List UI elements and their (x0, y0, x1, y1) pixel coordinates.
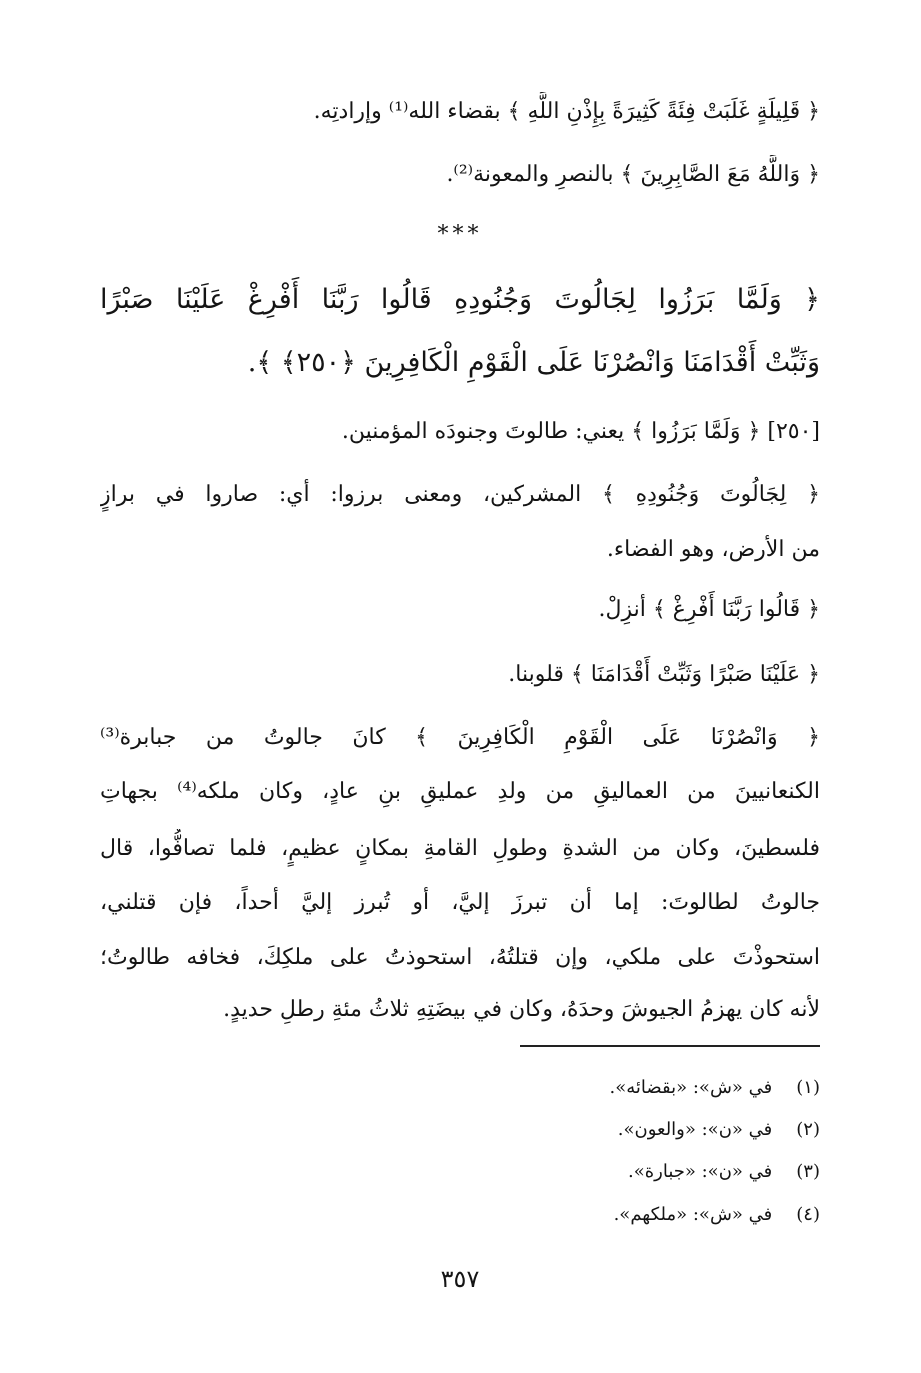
commentary-line-5: ﴿ عَلَيْنَا صَبْرًا وَثَبِّتْ أَقْدَامَنَا ﴾ قلوبنا. (508, 662, 820, 687)
footnote-3 (100, 1157, 820, 1187)
verse-line-1: ﴿ وَلَمَّا بَرَزُوا لِجَالُوتَ وَجُنُودِهِ قَالُوا رَبَّنَا أَفْرِغْ عَلَيْنَا صَبْرًا (100, 284, 820, 315)
footnote-divider (520, 1045, 820, 1047)
text-line-2: ﴿ وَاللَّهُ مَعَ الصَّابِرِينَ ﴾ بالنصرِ والمعونة⁽²⁾. (446, 162, 820, 187)
footnote-text: في «ش»: «بقضائه». (609, 1077, 773, 1098)
footnote-number: (٣) (796, 1161, 820, 1182)
commentary-line-2: ﴿ لِجَالُوتَ وَجُنُودِهِ ﴾ المشركين، ومعنى برزوا: أي: صاروا في برازٍ (100, 482, 820, 507)
footnote-number: (٢) (796, 1119, 820, 1140)
commentary-line-10: استحوذْتَ على ملكي، وإن قتلتُهُ، استحوذتُ على ملكِكَ، فخافه طالوتُ؛ (100, 945, 820, 970)
footnote-text: في «ش»: «ملكهم». (613, 1204, 773, 1225)
commentary-line-4: ﴿ قَالُوا رَبَّنَا أَفْرِغْ ﴾ أنزِلْ. (598, 597, 820, 622)
commentary-line-3: من الأرض، وهو الفضاء. (606, 537, 820, 562)
footnote-number: (١) (796, 1077, 820, 1098)
commentary-line-7: الكنعانيينَ من العماليقِ من ولدِ عمليقِ بنِ عادٍ، وكان ملكه⁽⁴⁾ بجهاتِ (100, 779, 820, 804)
commentary-line-9: جالوتُ لطالوتَ: إما أن تبرزَ إليَّ، أو تُبرز إليَّ أحداً، فإن قتلني، (100, 890, 820, 915)
page-number: ٣٥٧ (440, 1265, 480, 1293)
commentary-line-11: لأنه كان يهزمُ الجيوشَ وحدَهُ، وكان في بيضَتِهِ ثلاثُ مئةِ رطلِ حديدٍ. (223, 997, 820, 1022)
footnote-number: (٤) (796, 1204, 820, 1225)
verse-line-2: وَثَبِّتْ أَقْدَامَنَا وَانْصُرْنَا عَلَى الْقَوْمِ الْكَافِرِينَ ﴿٢٥٠﴾ ﴾. (247, 347, 820, 378)
footnote-4 (100, 1200, 820, 1230)
footnote-text: في «ن»: «جبارة». (627, 1161, 773, 1182)
footnote-1 (100, 1073, 820, 1103)
commentary-line-8: فلسطينَ، وكان من الشدةِ وطولِ القامةِ بمكانٍ عظيمٍ، فلما تصافُّوا، قال (100, 836, 820, 861)
commentary-line-6: ﴿ وَانْصُرْنَا عَلَى الْقَوْمِ الْكَافِرِينَ ﴾ كانَ جالوتُ من جبابرة⁽³⁾ (100, 725, 820, 750)
page-content (100, 0, 820, 1373)
text-line-1: ﴿ قَلِيلَةٍ غَلَبَتْ فِئَةً كَثِيرَةً بِإِذْنِ اللَّهِ ﴾ بقضاء الله⁽¹⁾ وإرادتِه. (313, 99, 820, 124)
footnote-2 (100, 1115, 820, 1145)
commentary-line-1: [٢٥٠] ﴿ وَلَمَّا بَرَزُوا ﴾ يعني: طالوتَ وجنودَه المؤمنين. (341, 419, 820, 444)
section-separator: *** (437, 222, 483, 247)
footnote-text: في «ن»: «والعون». (617, 1119, 773, 1140)
